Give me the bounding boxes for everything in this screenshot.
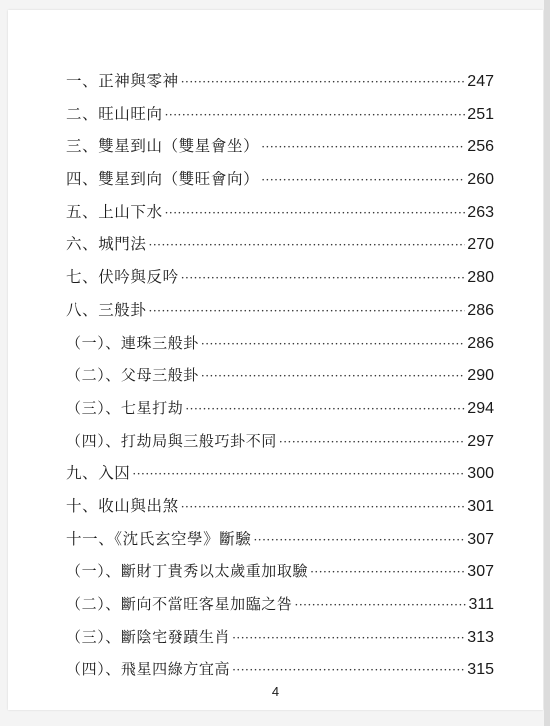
dot-leader xyxy=(181,491,466,524)
toc-entry-title: 六、城門法 xyxy=(66,235,147,254)
toc-entry[interactable] xyxy=(66,457,494,490)
toc-entry-title: （一）、連珠三般卦 xyxy=(66,333,199,352)
toc-entry-page: 297 xyxy=(467,432,494,450)
toc-entry-title: （一）、斷財丁貴秀以太歲重加取驗 xyxy=(66,562,309,581)
toc-entry-page: 270 xyxy=(467,236,494,254)
toc-entry[interactable] xyxy=(66,555,494,588)
toc-entry[interactable] xyxy=(66,621,494,654)
table-of-contents xyxy=(66,65,494,686)
toc-entry[interactable] xyxy=(66,425,494,458)
toc-entry-page: 313 xyxy=(467,628,494,646)
toc-entry-title: （四）、打劫局與三般巧卦不同 xyxy=(66,431,277,450)
dot-leader xyxy=(165,197,466,230)
toc-entry[interactable] xyxy=(66,653,494,686)
dot-leader xyxy=(201,360,465,393)
toc-entry-page: 300 xyxy=(467,465,494,483)
toc-entry-page: 247 xyxy=(467,73,494,90)
toc-entry-title: 四、雙星到向（雙旺會向） xyxy=(66,170,260,189)
dot-leader xyxy=(201,328,465,361)
dot-leader xyxy=(181,66,466,99)
document-page xyxy=(8,10,543,710)
toc-entry[interactable] xyxy=(66,294,494,327)
toc-entry[interactable] xyxy=(66,261,494,294)
toc-entry-page: 263 xyxy=(467,203,494,221)
toc-entry-page: 301 xyxy=(467,497,494,515)
toc-entry-page: 311 xyxy=(468,596,494,613)
dot-leader xyxy=(261,131,465,164)
dot-leader xyxy=(279,426,465,459)
dot-leader xyxy=(132,458,465,491)
dot-leader xyxy=(149,295,466,328)
toc-entry-title: （二）、父母三般卦 xyxy=(66,366,199,385)
toc-entry-title: 七、伏吟與反吟 xyxy=(66,268,179,287)
toc-entry-page: 256 xyxy=(467,138,494,156)
dot-leader xyxy=(261,164,465,197)
toc-entry[interactable] xyxy=(66,163,494,196)
dot-leader xyxy=(185,393,465,426)
toc-entry-page: 294 xyxy=(467,399,494,417)
toc-entry-page: 286 xyxy=(467,301,494,319)
toc-entry-page: 307 xyxy=(467,563,494,581)
toc-entry-page: 251 xyxy=(467,105,494,123)
toc-entry[interactable] xyxy=(66,490,494,523)
toc-entry[interactable] xyxy=(66,65,494,98)
dot-leader xyxy=(295,589,467,622)
toc-entry-title: （三）、斷陰宅發蹟生肖 xyxy=(66,627,231,646)
toc-entry-title: （二）、斷向不當旺客星加臨之咎 xyxy=(66,595,293,613)
toc-entry-title: （四）、飛星四綠方宜高 xyxy=(66,660,231,679)
dot-leader xyxy=(181,262,466,295)
dot-leader xyxy=(232,654,465,687)
toc-entry[interactable] xyxy=(66,523,494,556)
toc-entry[interactable] xyxy=(66,392,494,425)
toc-entry[interactable] xyxy=(66,359,494,392)
toc-entry-title: （三）、七星打劫 xyxy=(66,398,184,417)
toc-entry-page: 290 xyxy=(467,367,494,385)
dot-leader xyxy=(253,524,465,557)
toc-entry[interactable] xyxy=(66,588,494,621)
toc-entry-title: 九、入囚 xyxy=(66,464,131,483)
dot-leader xyxy=(149,229,466,262)
toc-entry-title: 十一、《沈氏玄空學》斷驗 xyxy=(66,529,252,548)
toc-entry-page: 280 xyxy=(467,269,494,287)
dot-leader xyxy=(310,556,465,589)
toc-entry-page: 260 xyxy=(467,171,494,189)
toc-entry[interactable] xyxy=(66,196,494,229)
toc-entry[interactable] xyxy=(66,130,494,163)
toc-entry-title: 八、三般卦 xyxy=(66,300,147,319)
dot-leader xyxy=(165,99,466,132)
page-edge xyxy=(544,0,550,726)
toc-entry-title: 十、收山與出煞 xyxy=(66,496,179,515)
toc-entry-page: 315 xyxy=(467,661,494,679)
toc-entry-title: 一、正神與零神 xyxy=(66,72,179,90)
toc-entry-page: 286 xyxy=(467,334,494,352)
page-number: 4 xyxy=(271,684,280,699)
toc-entry-title: 二、旺山旺向 xyxy=(66,104,163,123)
toc-entry[interactable] xyxy=(66,327,494,360)
dot-leader xyxy=(232,622,465,655)
toc-entry[interactable] xyxy=(66,228,494,261)
toc-entry[interactable] xyxy=(66,98,494,131)
toc-entry-page: 307 xyxy=(467,530,494,548)
toc-entry-title: 五、上山下水 xyxy=(66,202,163,221)
toc-entry-title: 三、雙星到山（雙星會坐） xyxy=(66,137,260,156)
